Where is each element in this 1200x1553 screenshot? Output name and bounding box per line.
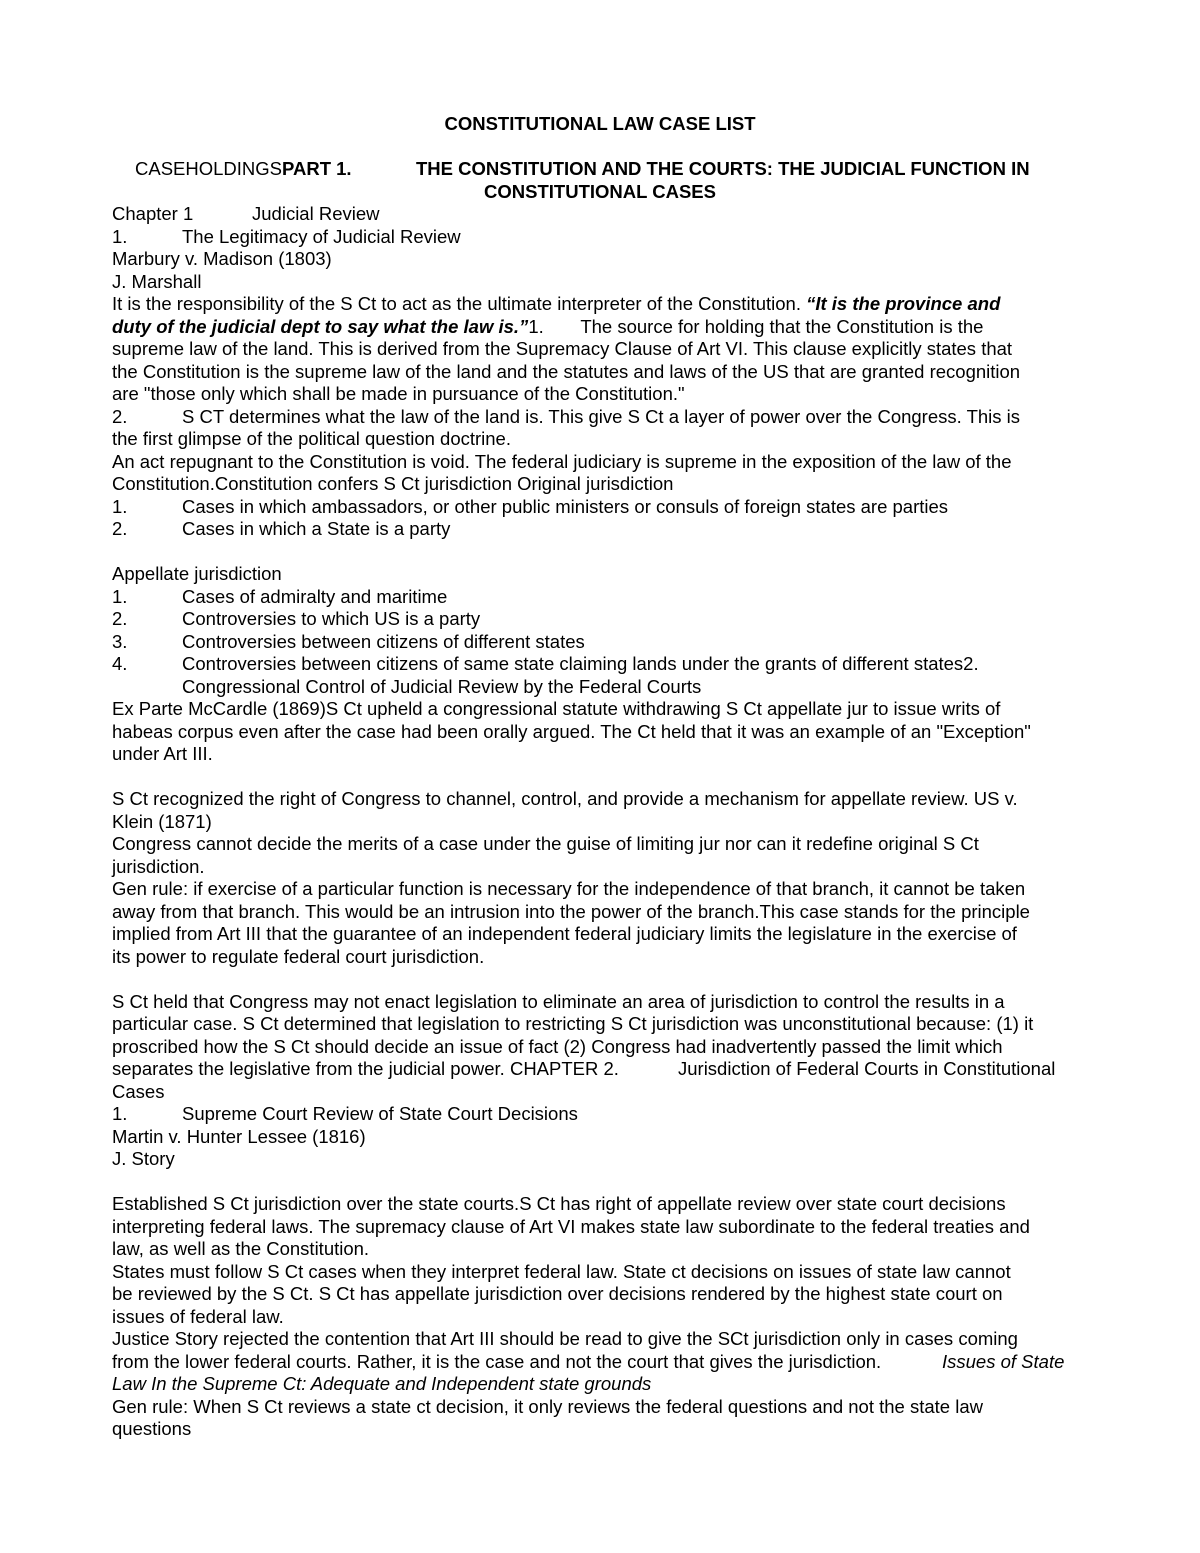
text-run: Controversies between citizens of different states <box>182 630 585 652</box>
paragraph-line: Ex Parte McCardle (1869)S Ct upheld a congressional statute withdrawing S Ct appellate jur to issue writs of <box>112 698 1001 719</box>
text-run: Controversies between citizens of same state claiming lands under the grants of different states2. <box>182 653 979 674</box>
text-run: 1. <box>112 1103 128 1124</box>
paragraph-line: under Art III. <box>112 743 213 764</box>
text-run: 1. <box>112 585 128 607</box>
paragraph-line: proscribed how the S Ct should decide an issue of fact (2) Congress had inadvertently passed the limit which <box>112 1035 1003 1057</box>
part-header <box>135 158 1095 181</box>
text-run: The source for holding that the Constitution is the <box>580 315 984 337</box>
paragraph-line: particular case. S Ct determined that legislation to restricting S Ct jurisdiction was unconstitutional because: (1) it <box>112 1013 1034 1034</box>
text-run: S CT determines what the law of the land is. This give S Ct a layer of power over the Congress. This is <box>182 405 1021 427</box>
paragraph-line: States must follow S Ct cases when they interpret federal law. State ct decisions on issues of state law cannot <box>112 1260 1011 1282</box>
list-item <box>112 631 1087 654</box>
paragraph-line: interpreting federal laws. The supremacy clause of Art VI makes state law subordinate to the federal treaties and <box>112 1215 1030 1237</box>
paragraph-line: issues of federal law. <box>112 1305 284 1327</box>
paragraph-line: habeas corpus even after the case had been orally argued. The Ct held that it was an example of an "Exception" <box>112 720 1031 742</box>
paragraph-line: S Ct held that Congress may not enact legislation to eliminate an area of jurisdiction to control the results in a <box>112 990 1005 1012</box>
paragraph-line: its power to regulate federal court jurisdiction. <box>112 945 485 967</box>
text-run: 2. <box>112 405 128 427</box>
caseholdings-label: CASEHOLDINGS <box>135 158 283 179</box>
paragraph-line: Gen rule: if exercise of a particular function is necessary for the independence of that branch, it cannot be taken <box>112 878 1026 899</box>
text-run: Cases of admiralty and maritime <box>182 585 448 607</box>
subheading: Appellate jurisdiction <box>112 563 282 584</box>
text-run: 1. <box>112 225 128 247</box>
text-run: The Legitimacy of Judicial Review <box>182 225 461 247</box>
justice-name: J. Story <box>112 1148 175 1169</box>
paragraph-line: Congress cannot decide the merits of a case under the guise of limiting jur nor can it redefine original S Ct <box>112 833 979 854</box>
part-title-line1: THE CONSTITUTION AND THE COURTS: THE JUDICIAL FUNCTION IN <box>416 158 1030 179</box>
paragraph-line: the first glimpse of the political question doctrine. <box>112 428 511 449</box>
chapter-heading <box>112 203 1087 226</box>
paragraph-line: Klein (1871) <box>112 810 212 832</box>
text-run: from the lower federal courts. Rather, it is the case and not the court that gives the jurisdiction. <box>112 1350 882 1372</box>
text-run: Jurisdiction of Federal Courts in Constitutional <box>678 1058 1056 1079</box>
text-run: 2. <box>112 608 128 629</box>
text-run: Cases in which ambassadors, or other public ministers or consuls of foreign states are parties <box>182 495 949 517</box>
text-run: 1. <box>528 315 544 337</box>
section-heading <box>112 1103 1087 1126</box>
justice-name: J. Marshall <box>112 270 202 292</box>
paragraph-line: supreme law of the land. This is derived from the Supremacy Clause of Art VI. This clause explicitly states that <box>112 338 1013 359</box>
text-run: 1. <box>112 495 128 517</box>
paragraph-line: jurisdiction. <box>112 855 205 877</box>
text-run: Issues of State <box>942 1350 1065 1372</box>
paragraph-line <box>112 293 1087 316</box>
paragraph-line: away from that branch. This would be an intrusion into the power of the branch.This case stands for the principle <box>112 900 1030 922</box>
text-run: separates the legislative from the judicial power. CHAPTER 2. <box>112 1058 619 1079</box>
case-name: Martin v. Hunter Lessee (1816) <box>112 1125 366 1147</box>
text-run: 2. <box>112 518 128 539</box>
text-run: Chapter 1 <box>112 203 194 224</box>
text-run: 4. <box>112 653 128 674</box>
text-run: Congressional Control of Judicial Review by the Federal Courts <box>182 675 702 697</box>
list-item <box>112 608 1087 631</box>
section-heading <box>112 676 1087 699</box>
paragraph-line: law, as well as the Constitution. <box>112 1238 370 1259</box>
text-run: It is the responsibility of the S Ct to act as the ultimate interpreter of the Constitution. <box>112 293 807 314</box>
paragraph-line: are "those only which shall be made in pursuance of the Constitution." <box>112 383 685 404</box>
text-run: Judicial Review <box>252 203 380 224</box>
case-name: Marbury v. Madison (1803) <box>112 248 332 269</box>
paragraph-line: implied from Art III that the guarantee of an independent federal judiciary limits the legislature in the exercise of <box>112 923 1017 944</box>
list-item <box>112 496 1087 519</box>
document-title: CONSTITUTIONAL LAW CASE LIST <box>444 113 756 134</box>
list-item <box>112 653 1087 676</box>
document-body <box>112 203 1087 1441</box>
quote: “It is the province and <box>806 293 1001 314</box>
italic-heading: Law In the Supreme Ct: Adequate and Independent state grounds <box>112 1373 652 1394</box>
paragraph-line: be reviewed by the S Ct. S Ct has appellate jurisdiction over decisions rendered by the highest state court on <box>112 1283 1003 1304</box>
section-heading <box>112 226 1087 249</box>
paragraph-line <box>112 1058 1087 1081</box>
text-run: Supreme Court Review of State Court Decisions <box>182 1103 578 1124</box>
paragraph-line: the Constitution is the supreme law of the land and the statutes and laws of the US that are granted recognition <box>112 360 1021 382</box>
list-item <box>112 518 1087 541</box>
paragraph-line <box>112 1351 1087 1374</box>
paragraph-line: Justice Story rejected the contention that Art III should be read to give the SCt jurisdiction only in cases coming <box>112 1328 1018 1349</box>
quote: duty of the judicial dept to say what the law is.” <box>112 315 529 337</box>
paragraph-line: An act repugnant to the Constitution is void. The federal judiciary is supreme in the exposition of the law of the <box>112 450 1012 472</box>
paragraph-line <box>112 316 1087 339</box>
part-title-line2: CONSTITUTIONAL CASES <box>484 181 716 202</box>
paragraph-line: questions <box>112 1418 192 1439</box>
paragraph-line: S Ct recognized the right of Congress to channel, control, and provide a mechanism for appellate review. US v. <box>112 788 1018 809</box>
paragraph-line: Cases <box>112 1080 165 1102</box>
paragraph-line <box>112 406 1087 429</box>
paragraph-line: Established S Ct jurisdiction over the state courts.S Ct has right of appellate review over state court decisions <box>112 1193 1006 1214</box>
text-run: Controversies to which US is a party <box>182 608 481 629</box>
part-label: PART 1. <box>282 158 352 179</box>
text-run: Cases in which a State is a party <box>182 518 451 539</box>
paragraph-line: Constitution.Constitution confers S Ct jurisdiction Original jurisdiction <box>112 473 674 494</box>
list-item <box>112 586 1087 609</box>
paragraph-line: Gen rule: When S Ct reviews a state ct decision, it only reviews the federal questions and not the state law <box>112 1395 983 1417</box>
text-run: 3. <box>112 630 128 652</box>
